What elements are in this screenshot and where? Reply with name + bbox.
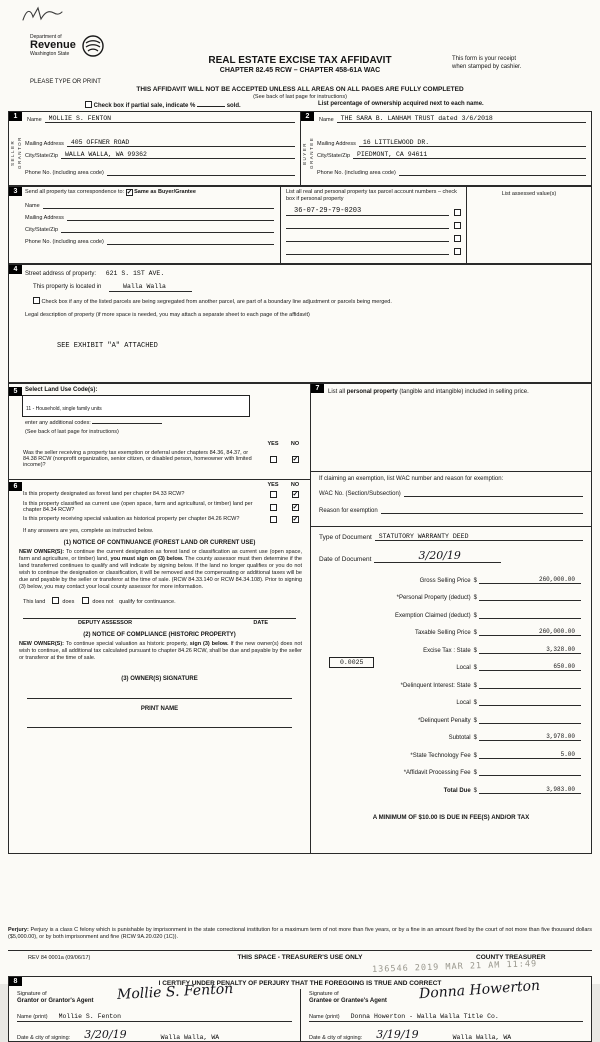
buyer-csz-field[interactable]: PIEDMONT, CA 94611: [353, 151, 586, 159]
exemption-reason-field[interactable]: [381, 507, 583, 514]
fee-row-taxable: Taxable Selling Price $ 260,000.00: [311, 619, 591, 637]
buyer-name-label: Name: [319, 117, 334, 123]
receipt-note-line1: This form is your receipt: [452, 56, 517, 62]
same-as-buyer-checkbox[interactable]: ✓: [126, 189, 133, 196]
corr-phone-label: Phone No. (including area code): [25, 239, 104, 245]
see-back-note: (See back of last page for instructions): [253, 94, 347, 100]
additional-codes-label: enter any additional codes:: [25, 420, 91, 426]
seller-phone-label: Phone No. (including area code): [25, 170, 104, 176]
assessed-values-header: List assessed value(s): [501, 191, 557, 197]
grantee-sig-label1: Signature of: [309, 991, 339, 997]
if-yes-note: If any answers are yes, complete as instructed below.: [23, 528, 154, 534]
receipt-note-line2: when stamped by cashier.: [452, 63, 522, 70]
located-in-label: This property is located in: [33, 284, 102, 290]
segregated-label: Check box if any of the listed parcels are being segregated from another parcel, are part of a boundary line adjustment or parcels being merged.: [41, 299, 392, 305]
parcel-personal-checkbox-3[interactable]: [454, 235, 461, 242]
notice-compliance-title: (2) NOTICE OF COMPLIANCE (HISTORIC PROPERTY): [83, 632, 236, 639]
notice2-post: If the new owner(s) does not wish to continue, all additional tax calculated pursuant to chapter 84.26 RCW, shall be due and payable by the seller or transferor at the time of sale.: [19, 641, 303, 662]
parcel-col: [281, 187, 467, 263]
qualify-label: qualify for continuance.: [119, 599, 176, 606]
grantor-sig-label1: Signature of: [17, 991, 47, 997]
buyer-side-label: [302, 123, 315, 183]
classification-section: [9, 482, 310, 728]
handwritten-mark: [20, 5, 64, 25]
owners-signature-title: (3) OWNER(S) SIGNATURE: [121, 676, 198, 683]
seller-section: [9, 112, 301, 185]
notice1-post: The county assessor must then determine if the land transferred continues to qualify and will indicate by signing below. If the land no longer qualifies or you do not wish to continue the designation or classification, it will be removed and the compensating or additional taxes will be due and payable by the seller or transferor at the time of sale. (RCW 84.33.140 or RCW 84.34.108). Prior to signing (3) below, you may contact your local county assessor for more information.: [19, 556, 302, 591]
send-correspondence-label: Send all property tax correspondence to:: [25, 189, 125, 195]
owners-signature-line[interactable]: [27, 698, 292, 699]
minimum-fee-note: A MINIMUM OF $10.00 IS DUE IN FEE(S) AND/OR TAX: [372, 814, 530, 821]
deputy-assessor-label: DEPUTY ASSESSOR: [78, 620, 133, 627]
gross-selling-price-field[interactable]: 260,000.00: [479, 576, 581, 584]
grantee-sig-label2: Grantee or Grantee's Agent: [309, 998, 387, 1004]
buyer-csz-label: City/State/Zip: [317, 153, 351, 159]
section-6-number: 6: [9, 482, 22, 491]
dept-name: Revenue: [30, 39, 76, 51]
corr-phone-field[interactable]: [107, 238, 274, 245]
dor-logo-icon: [81, 34, 105, 58]
personal-property-label: [328, 388, 583, 396]
seller-csz-field[interactable]: WALLA WALLA, WA 99362: [61, 151, 295, 159]
corr-csz-label: City/State/Zip: [25, 227, 59, 233]
form-title: REAL ESTATE EXCISE TAX AFFIDAVIT: [208, 55, 392, 66]
corr-csz-field[interactable]: [61, 226, 274, 233]
certification-section: [8, 976, 592, 1042]
partial-sale-percent-field[interactable]: [197, 106, 225, 107]
property-address-section: [8, 264, 592, 383]
parcel-header: List all real and personal property tax parcel account numbers – check box if personal property: [286, 189, 457, 202]
continuance-qualify-row: [23, 597, 310, 605]
ownership-note: List percentage of ownership acquired next to each name.: [318, 101, 484, 107]
buyer-phone-field[interactable]: [399, 169, 586, 176]
doc-date-value: 3/20/19: [418, 549, 461, 562]
parcel-number-field-3[interactable]: [286, 235, 449, 242]
buyer-side-top: BUYER: [302, 141, 307, 165]
historic-property-question: Is this property receiving special valuation as historical property per chapter 84.26 RCW?: [23, 516, 240, 522]
current-use-question: Is this property classified as current use (open space, farm and agricultural, or timber) land per chapter 84.34 RCW?: [23, 501, 253, 513]
seller-address-field[interactable]: 405 OFFNER ROAD: [67, 139, 295, 147]
notice-continuance-title: (1) NOTICE OF CONTINUANCE (FOREST LAND OR CURRENT USE): [63, 540, 256, 546]
excise-tax-state-field[interactable]: 3,328.00: [479, 646, 581, 654]
wac-number-label: WAC No. (Section/Subsection): [319, 491, 401, 497]
segregated-checkbox[interactable]: [33, 297, 40, 304]
perjury-note: [8, 927, 592, 941]
pp-pre: List all: [328, 389, 346, 395]
forest-yes-checkbox[interactable]: [270, 491, 277, 498]
perjury-label: Perjury:: [8, 927, 29, 933]
wac-number-field[interactable]: [404, 490, 583, 497]
parcel-number-field-2[interactable]: [286, 222, 449, 229]
partial-sale-label: Check box if partial sale, indicate %: [93, 103, 196, 109]
total-due-field[interactable]: 3,983.00: [479, 786, 581, 794]
grantee-date-value[interactable]: 3/19/19: [376, 1028, 419, 1041]
state-technology-fee-field[interactable]: 5.00: [479, 751, 581, 759]
corr-name-label: Name: [25, 203, 40, 209]
section-2-number: 2: [301, 112, 314, 121]
deputy-assessor-labels: [23, 620, 296, 626]
subtotal-field[interactable]: 3,978.00: [479, 733, 581, 741]
fee-row-delinquent-interest-state: *Delinquent Interest: State $: [311, 671, 591, 689]
affidavit-processing-fee-field[interactable]: [479, 768, 581, 776]
seller-name-field[interactable]: MOLLIE S. FENTON: [45, 115, 295, 123]
section6-no-header: NO: [290, 482, 300, 488]
legal-description-label: Legal description of property (if more space is needed, you may attach a separate sheet to each page of the affidavit): [25, 312, 310, 318]
certify-statement: I CERTIFY UNDER PENALTY OF PERJURY THAT THE FOREGOING IS TRUE AND CORRECT: [158, 980, 442, 987]
county-treasurer-label: COUNTY TREASURER: [476, 954, 546, 961]
notice-continuance-body: [19, 549, 302, 591]
correspondence-col: [9, 187, 281, 263]
seller-address-label: Mailing Address: [25, 141, 64, 147]
does-not-label: does not: [92, 599, 114, 606]
footer-divider: [8, 950, 592, 951]
located-in-field[interactable]: Walla Walla: [109, 283, 192, 292]
section-7-number: 7: [311, 384, 324, 393]
fee-row-total-due: Total Due $ 3,983.00: [311, 776, 591, 794]
historic-yes-checkbox[interactable]: [270, 516, 277, 523]
seller-name-label: Name: [27, 117, 42, 123]
taxable-selling-price-field[interactable]: 260,000.00: [479, 628, 581, 636]
assessed-col: [467, 187, 591, 263]
excise-tax-local-field[interactable]: 650.00: [479, 663, 581, 671]
current-use-yes-checkbox[interactable]: [270, 504, 277, 511]
grantor-city-value[interactable]: Walla Walla, WA: [160, 1034, 220, 1041]
parties-section: [8, 111, 592, 186]
fee-row-exemption: Exemption Claimed (deduct) $: [311, 601, 591, 619]
corr-name-field[interactable]: [43, 202, 274, 209]
seller-csz-label: City/State/Zip: [25, 153, 59, 159]
left-column: [9, 384, 311, 853]
deputy-date-label: DATE: [253, 620, 268, 627]
grantor-name-print-field[interactable]: Mollie S. Fenton: [58, 1013, 121, 1020]
notice1-new-owner: NEW OWNER(S):: [19, 549, 65, 555]
exemption-reason-label: Reason for exemption: [319, 508, 378, 514]
section6-yes-header: YES: [267, 482, 279, 488]
corr-address-label: Mailing Address: [25, 215, 64, 221]
seller-side-top: SELLER: [10, 139, 15, 167]
not-accepted-warning: THIS AFFIDAVIT WILL NOT BE ACCEPTED UNLESS ALL AREAS ON ALL PAGES ARE FULLY COMPLETED: [136, 86, 464, 93]
grantee-name-print-field[interactable]: Donna Howerton - Walla Walla Title Co.: [350, 1013, 499, 1020]
fee-row-excise-state: Excise Tax : State $ 3,328.00: [311, 636, 591, 654]
fee-row-delinquent-penalty: *Delinquent Penalty $: [311, 706, 591, 724]
grantor-date-value[interactable]: 3/20/19: [84, 1028, 127, 1041]
grantee-city-value[interactable]: Walla Walla, WA: [452, 1034, 512, 1041]
historic-no-checkbox[interactable]: ✓: [292, 516, 299, 523]
grantee-signature[interactable]: Donna Howerton: [418, 977, 541, 1003]
additional-codes-field[interactable]: [92, 423, 162, 424]
grantee-name-print-label: Name (print): [309, 1014, 340, 1020]
this-land-label: This land: [23, 599, 46, 606]
tax-exemption-question: Was the seller receiving a property tax exemption or deferral under chapters 84.36, 84.37, or 84.38 RCW (nonprofit organization, senior citizen, or disabled person, homeowner with limited income)?: [23, 450, 252, 468]
notice2-bold: sign (3) below.: [189, 641, 229, 648]
notice-compliance-body: [19, 641, 302, 662]
notice2-new-owner: NEW OWNER(S):: [19, 641, 65, 648]
print-name-title: PRINT NAME: [140, 706, 179, 713]
street-address-field[interactable]: 621 S. 1ST AVE.: [105, 270, 165, 277]
deputy-assessor-line[interactable]: [23, 618, 296, 619]
not-qualify-checkbox[interactable]: [82, 597, 89, 604]
local-rate-box[interactable]: 0.0025: [329, 657, 374, 668]
qualifies-checkbox[interactable]: [52, 597, 59, 604]
document-divider: [311, 526, 591, 527]
buyer-phone-label: Phone No. (including area code): [317, 170, 396, 176]
fee-table: [311, 566, 591, 794]
doc-date-field[interactable]: [374, 549, 501, 563]
land-use-code-value: 11 - Household, single family units: [26, 406, 102, 412]
forest-no-checkbox[interactable]: ✓: [292, 491, 299, 498]
grantee-date-city-label: Date & city of signing:: [309, 1035, 363, 1041]
buyer-address-field[interactable]: 16 LITTLEWOOD DR.: [359, 139, 586, 147]
notice1-pre: To continue the current designation as forest land or classification as current use (open space, farm and agriculture, or timber) land,: [19, 549, 302, 563]
pp-post: (tangible and intangible) included in selling price.: [399, 389, 529, 395]
receipt-note: [452, 56, 582, 72]
treasurer-received-stamp: 136546 2019 MAR 21 AM 11:49: [371, 959, 538, 975]
exemption-claimed-field[interactable]: [479, 611, 581, 619]
buyer-name-field[interactable]: THE SARA B. LANHAM TRUST dated 3/6/2018: [337, 115, 586, 123]
current-use-no-checkbox[interactable]: ✓: [292, 503, 299, 511]
corr-address-field[interactable]: [67, 214, 274, 221]
sold-label: sold.: [226, 103, 241, 109]
correspondence-section: [8, 186, 592, 264]
section-7: [311, 384, 591, 853]
fee-row-gross: Gross Selling Price $ 260,000.00: [311, 566, 591, 584]
section5-yes-header: YES: [267, 441, 279, 447]
partial-sale-row: [85, 101, 241, 109]
delinquent-penalty-field[interactable]: [479, 716, 581, 724]
dept-of-label: Department of: [30, 34, 62, 40]
fee-row-delinquent-interest-local: Local $: [311, 689, 591, 707]
seller-side-bottom: GRANTOR: [16, 136, 22, 170]
perjury-text: Perjury is a class C felony which is punishable by imprisonment in the state correctional institution for a maximum term of not more than five years, or by a fine in an amount fixed by the court of not more than five thousand dollars ($5,000.00), or by both imprisonment and fine (RCW 9A.20.020 (1C)).: [8, 927, 593, 941]
treasurer-use-label: THIS SPACE - TREASURER'S USE ONLY: [237, 954, 363, 961]
land-use-title: Select Land Use Code(s):: [25, 387, 98, 393]
section5-see-back: (See back of last page for instructions): [25, 429, 119, 435]
fee-row-processing-fee: *Affidavit Processing Fee $: [311, 759, 591, 777]
parcel-number-field-1[interactable]: 36-07-29-79-0203: [286, 207, 449, 216]
forest-land-question: Is this property designated as forest land per chapter 84.33 RCW?: [23, 491, 185, 497]
parcel-personal-checkbox-2[interactable]: [454, 222, 461, 229]
grantor-sig-label2: Grantor or Grantor's Agent: [17, 998, 94, 1004]
personal-property-deduct-field[interactable]: [479, 593, 581, 601]
section-4-number: 4: [9, 265, 22, 274]
section5-no-header: NO: [290, 441, 300, 447]
print-name-line[interactable]: [27, 727, 292, 728]
fee-row-tech-fee: *State Technology Fee $ 5.00: [311, 741, 591, 759]
buyer-address-label: Mailing Address: [317, 141, 356, 147]
exemption-yes-checkbox[interactable]: [270, 456, 277, 463]
seller-phone-field[interactable]: [107, 169, 295, 176]
fee-row-personal-property: *Personal Property (deduct) $: [311, 584, 591, 602]
exemption-label: If claiming an exemption, list WAC number and reason for exemption:: [319, 476, 504, 482]
section-3-number: 3: [9, 187, 22, 196]
parcel-personal-checkbox-1[interactable]: [454, 209, 461, 216]
grantor-name-print-label: Name (print): [17, 1014, 48, 1020]
doc-date-label: Date of Document: [319, 556, 372, 563]
type-or-print-label: PLEASE TYPE OR PRINT: [30, 79, 101, 85]
land-use-code-box[interactable]: [22, 395, 250, 417]
partial-sale-checkbox[interactable]: [85, 101, 92, 108]
section-1-number: 1: [9, 112, 22, 121]
land-use-section: [9, 387, 310, 480]
parcel-personal-checkbox-4[interactable]: [454, 248, 461, 255]
doc-type-label: Type of Document: [319, 534, 372, 541]
legal-description-field[interactable]: SEE EXHIBIT "A" ATTACHED: [57, 342, 158, 350]
fee-row-subtotal: Subtotal $ 3,978.00: [311, 724, 591, 742]
street-address-label: Street address of property:: [25, 271, 97, 277]
exemption-no-checkbox[interactable]: ✓: [292, 455, 299, 463]
dor-logo-block: [30, 34, 105, 58]
main-sections: [8, 383, 592, 854]
buyer-side-bottom: GRANTEE: [308, 136, 314, 170]
pp-bold: personal property: [346, 389, 398, 395]
fee-row-local: 0.0025 Local $ 650.00: [311, 654, 591, 672]
grantee-certification: [301, 977, 591, 1041]
exemption-divider: [311, 471, 591, 472]
buyer-section: [301, 112, 591, 185]
rev-number: REV 84 0001a (09/06/17): [28, 955, 91, 961]
same-as-buyer-label: Same as Buyer/Grantee: [134, 189, 196, 195]
section-5-number: 5: [9, 387, 22, 396]
dept-sub-label: Washington State: [30, 51, 70, 57]
form-chapter: CHAPTER 82.45 RCW – CHAPTER 458-61A WAC: [219, 67, 381, 74]
does-label: does: [62, 599, 75, 606]
grantor-signature[interactable]: Mollie S. Fenton: [116, 980, 234, 1004]
delinquent-interest-local-field[interactable]: [479, 698, 581, 706]
seller-side-label: [10, 123, 23, 183]
doc-type-field[interactable]: STATUTORY WARRANTY DEED: [375, 533, 583, 541]
delinquent-interest-state-field[interactable]: [479, 681, 581, 689]
notice2-pre: To continue special valuation as historic property,: [65, 641, 188, 648]
parcel-number-field-4[interactable]: [286, 248, 449, 255]
grantor-date-city-label: Date & city of signing:: [17, 1035, 71, 1041]
section-8-number: 8: [9, 977, 22, 986]
notice1-bold: you must sign on (3) below.: [110, 556, 184, 563]
